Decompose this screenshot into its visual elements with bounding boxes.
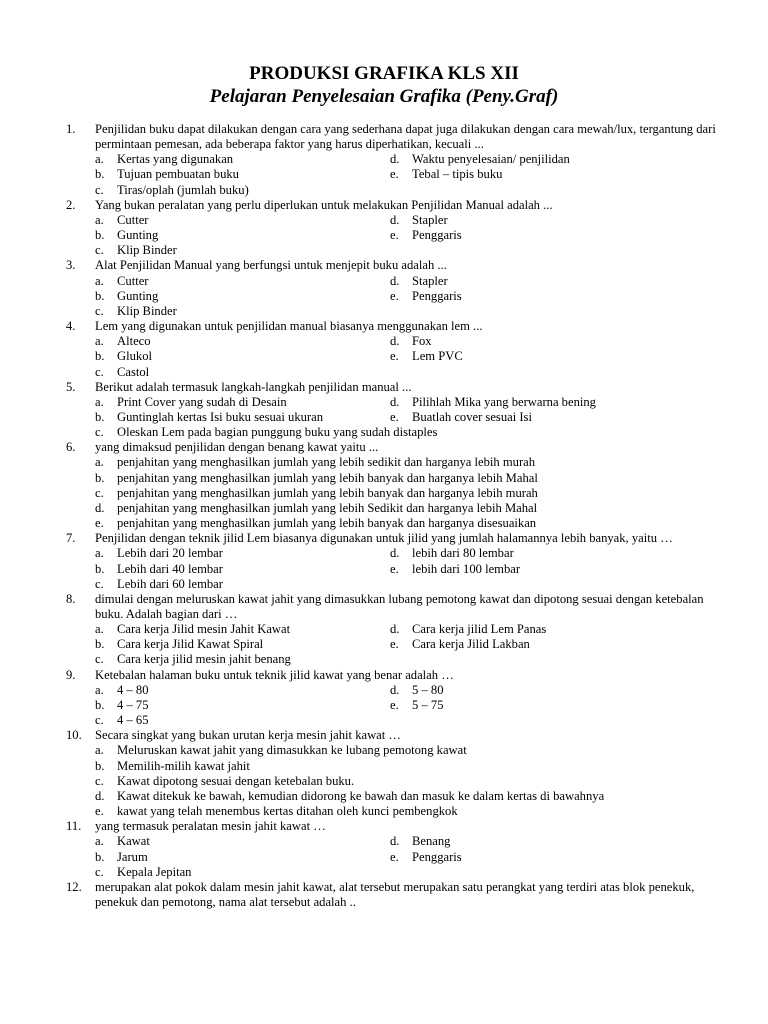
question-text: yang termasuk peralatan mesin jahit kawat … (95, 819, 326, 834)
answer-option (95, 698, 390, 713)
option-letter: c. (95, 303, 104, 318)
option-text: Cara kerja jilid Lem Panas (412, 622, 547, 637)
question-number: 7. (66, 531, 76, 546)
answer-option (95, 637, 390, 652)
option-text: 4 – 75 (117, 697, 149, 712)
option-letter: d. (390, 834, 400, 849)
option-text: Kawat ditekuk ke bawah, kemudian didorong ke bawah dan masuk ke dalam kertas di bawahnya (117, 788, 605, 803)
question-number: 9. (66, 667, 76, 682)
question-text: Secara singkat yang bukan urutan kerja mesin jahit kawat … (95, 728, 402, 743)
answer-option (95, 425, 695, 440)
option-letter: b. (95, 561, 105, 576)
option-letter: d. (95, 788, 105, 803)
option-letter: d. (390, 273, 400, 288)
option-text: Guntinglah kertas Isi buku sesuai ukuran (117, 409, 324, 424)
answer-option (95, 562, 390, 577)
option-text: Lebih dari 20 lembar (117, 546, 223, 561)
answer-option (390, 834, 458, 849)
answer-options (95, 622, 768, 667)
option-text: Kertas yang digunakan (117, 152, 234, 167)
option-letter: c. (95, 864, 104, 879)
answer-option (95, 546, 390, 561)
question-item (0, 819, 768, 880)
option-letter: d. (390, 212, 400, 227)
answer-option (95, 486, 695, 501)
answer-option (95, 183, 695, 198)
option-text: Jarum (117, 849, 148, 864)
option-letter: b. (95, 697, 105, 712)
option-text: Tebal – tipis buku (412, 167, 503, 182)
option-letter: e. (390, 849, 399, 864)
option-letter: c. (95, 364, 104, 379)
option-letter: c. (95, 713, 104, 728)
option-text: Klip Binder (117, 303, 177, 318)
option-text: Meluruskan kawat jahit yang dimasukkan ke lubang pemotong kawat (117, 743, 467, 758)
option-letter: b. (95, 849, 105, 864)
answer-option (95, 334, 390, 349)
question-item (0, 728, 768, 819)
answer-option (95, 683, 390, 698)
answer-option (390, 289, 470, 304)
option-letter: b. (95, 470, 105, 485)
question-number: 3. (66, 258, 76, 273)
answer-option (95, 243, 695, 258)
option-letter: e. (390, 637, 399, 652)
question-number: 2. (66, 197, 76, 212)
option-letter: b. (95, 167, 105, 182)
option-text: Kawat dipotong sesuai dengan ketebalan buku. (117, 773, 355, 788)
option-text: Penggaris (412, 228, 462, 243)
answer-option (95, 395, 390, 410)
option-letter: d. (390, 682, 400, 697)
option-text: lebih dari 100 lembar (412, 561, 521, 576)
option-text: Stapler (412, 273, 448, 288)
option-text: Benang (412, 834, 451, 849)
answer-option (390, 213, 456, 228)
answer-option (390, 683, 451, 698)
question-item (0, 122, 768, 198)
question-item (0, 319, 768, 380)
option-text: Glukol (117, 349, 152, 364)
option-letter: e. (390, 697, 399, 712)
question-item (0, 668, 768, 729)
answer-option (390, 274, 456, 289)
question-text: Penjilidan buku dapat dilakukan dengan cara yang sederhana dapat juga dilakukan dengan cara mewah/lux, tergantung dari permintaan pemesan, ada beberapa faktor yang harus diperhatikan, kecuali ... (95, 122, 716, 152)
option-text: penjahitan yang menghasilkan jumlah yang lebih banyak dan harganya lebih Mahal (117, 470, 538, 485)
option-letter: e. (390, 228, 399, 243)
answer-option (390, 395, 604, 410)
question-text: Alat Penjilidan Manual yang berfungsi untuk menjepit buku adalah ... (95, 258, 447, 273)
answer-option (95, 471, 695, 486)
option-text: Cara kerja Jilid Lakban (412, 637, 530, 652)
option-letter: d. (390, 152, 400, 167)
option-text: Gunting (117, 288, 159, 303)
option-letter: c. (95, 652, 104, 667)
option-text: Cara kerja jilid mesin jahit benang (117, 652, 291, 667)
answer-option (95, 743, 695, 758)
question-text: merupakan alat pokok dalam mesin jahit kawat, alat tersebut merupakan satu perangkat yang terdiri atas blok penekuk, penekuk dan pemotong, nama alat tersebut adalah .. (95, 879, 695, 909)
option-letter: b. (95, 228, 105, 243)
option-letter: a. (95, 152, 104, 167)
option-letter: b. (95, 758, 105, 773)
question-text: Lem yang digunakan untuk penjilidan manual biasanya menggunakan lem ... (95, 319, 483, 334)
answer-option (95, 349, 390, 364)
option-letter: c. (95, 485, 104, 500)
option-text: Castol (117, 364, 150, 379)
option-text: Memilih-milih kawat jahit (117, 758, 250, 773)
answer-option (95, 228, 390, 243)
answer-option (390, 850, 470, 865)
option-text: Print Cover yang sudah di Desain (117, 394, 287, 409)
option-text: Cutter (117, 273, 149, 288)
option-letter: b. (95, 288, 105, 303)
option-text: Kepala Jepitan (117, 864, 192, 879)
option-letter: a. (95, 273, 104, 288)
option-text: Stapler (412, 212, 448, 227)
option-text: 5 – 75 (412, 697, 444, 712)
option-letter: d. (390, 622, 400, 637)
answer-options (95, 743, 768, 819)
answer-option (95, 213, 390, 228)
option-text: Pilihlah Mika yang berwarna bening (412, 394, 596, 409)
option-letter: b. (95, 637, 105, 652)
option-text: penjahitan yang menghasilkan jumlah yang lebih Sedikit dan harganya lebih Mahal (117, 500, 538, 515)
answer-option (95, 274, 390, 289)
option-text: 4 – 65 (117, 713, 149, 728)
answer-option (390, 562, 528, 577)
question-number: 5. (66, 379, 76, 394)
answer-option (390, 228, 470, 243)
question-number: 8. (66, 591, 76, 606)
answer-options (95, 546, 768, 591)
option-text: Gunting (117, 228, 159, 243)
option-letter: a. (95, 834, 104, 849)
answer-options (95, 683, 768, 728)
option-text: penjahitan yang menghasilkan jumlah yang lebih banyak dan harganya disesuaikan (117, 516, 537, 531)
answer-options (95, 834, 768, 879)
answer-option (95, 501, 695, 516)
option-letter: d. (390, 334, 400, 349)
answer-option (95, 804, 695, 819)
question-text: Berikut adalah termasuk langkah-langkah penjilidan manual ... (95, 379, 412, 394)
question-text: dimulai dengan meluruskan kawat jahit yang dimasukkan lubang pemotong kawat dan dipotong sesuai dengan ketebalan buku. Adalah bagian dari … (95, 591, 704, 621)
answer-options (95, 274, 768, 319)
answer-option (95, 365, 695, 380)
option-text: Buatlah cover sesuai Isi (412, 409, 532, 424)
option-letter: a. (95, 394, 104, 409)
option-text: Waktu penyelesaian/ penjilidan (412, 152, 570, 167)
option-letter: a. (95, 546, 104, 561)
answer-option (390, 637, 538, 652)
option-letter: c. (95, 425, 104, 440)
question-number: 6. (66, 440, 76, 455)
option-text: Kawat (117, 834, 150, 849)
question-list (0, 122, 768, 910)
answer-option (390, 167, 510, 182)
option-text: Fox (412, 334, 432, 349)
option-text: kawat yang telah menembus kertas ditahan oleh kunci pembengkok (117, 804, 458, 819)
answer-option (390, 698, 451, 713)
answer-option (390, 349, 471, 364)
question-number: 12. (66, 879, 82, 894)
answer-option (95, 759, 695, 774)
answer-option (95, 289, 390, 304)
option-text: Tiras/oplah (jumlah buku) (117, 182, 249, 197)
option-text: Cara kerja Jilid Kawat Spiral (117, 637, 264, 652)
question-number: 1. (66, 122, 76, 136)
option-letter: c. (95, 243, 104, 258)
answer-option (95, 652, 695, 667)
answer-options (95, 334, 768, 379)
answer-options (95, 213, 768, 258)
answer-option (95, 577, 695, 592)
option-text: penjahitan yang menghasilkan jumlah yang lebih sedikit dan harganya lebih murah (117, 455, 536, 470)
option-text: Klip Binder (117, 243, 177, 258)
option-letter: e. (390, 167, 399, 182)
answer-option (390, 152, 578, 167)
answer-option (390, 622, 554, 637)
option-text: 5 – 80 (412, 682, 444, 697)
option-letter: a. (95, 334, 104, 349)
question-number: 4. (66, 319, 76, 334)
answer-options (95, 152, 768, 197)
option-letter: c. (95, 182, 104, 197)
answer-option (390, 546, 522, 561)
answer-options (95, 395, 768, 440)
option-text: Oleskan Lem pada bagian punggung buku yang sudah distaples (117, 425, 438, 440)
option-letter: a. (95, 212, 104, 227)
question-item (0, 258, 768, 319)
option-text: Lebih dari 60 lembar (117, 576, 223, 591)
option-text: penjahitan yang menghasilkan jumlah yang lebih banyak dan harganya lebih murah (117, 485, 538, 500)
answer-option (95, 774, 695, 789)
option-letter: a. (95, 622, 104, 637)
option-letter: e. (390, 409, 399, 424)
answer-option (95, 789, 695, 804)
question-item (0, 592, 768, 668)
answer-option (390, 410, 540, 425)
option-letter: e. (95, 516, 104, 531)
option-letter: b. (95, 349, 105, 364)
question-item (0, 198, 768, 259)
option-letter: d. (390, 394, 400, 409)
answer-option (95, 167, 390, 182)
option-text: Cara kerja Jilid mesin Jahit Kawat (117, 622, 291, 637)
option-text: Cutter (117, 212, 149, 227)
question-item (0, 880, 768, 910)
question-item (0, 440, 768, 531)
option-letter: a. (95, 455, 104, 470)
answer-option (390, 334, 440, 349)
answer-option (95, 455, 695, 470)
answer-option (95, 410, 390, 425)
question-text: Yang bukan peralatan yang perlu diperlukan untuk melakukan Penjilidan Manual adalah ... (95, 197, 553, 212)
answer-options (95, 455, 768, 531)
option-letter: c. (95, 773, 104, 788)
option-text: Penggaris (412, 288, 462, 303)
option-text: Tujuan pembuatan buku (117, 167, 239, 182)
answer-option (95, 622, 390, 637)
answer-option (95, 152, 390, 167)
option-letter: e. (390, 349, 399, 364)
option-text: Lem PVC (412, 349, 463, 364)
document-subtitle: Pelajaran Penyelesaian Grafika (Peny.Graf) (209, 86, 559, 107)
answer-option (95, 850, 390, 865)
option-letter: e. (390, 288, 399, 303)
answer-option (95, 834, 390, 849)
option-letter: a. (95, 682, 104, 697)
option-text: Alteco (117, 334, 151, 349)
question-text: Penjilidan dengan teknik jilid Lem biasanya digunakan untuk jilid yang jumlah halamannya lebih banyak, yaitu … (95, 531, 673, 546)
question-number: 10. (66, 728, 82, 743)
option-letter: c. (95, 576, 104, 591)
document-title: PRODUKSI GRAFIKA KLS XII (249, 63, 519, 84)
answer-option (95, 713, 695, 728)
option-text: Lebih dari 40 lembar (117, 561, 223, 576)
answer-option (95, 304, 695, 319)
option-letter: e. (390, 561, 399, 576)
option-letter: e. (95, 804, 104, 819)
question-item (0, 380, 768, 441)
answer-option (95, 516, 695, 531)
option-letter: d. (95, 500, 105, 515)
option-letter: a. (95, 743, 104, 758)
option-text: Penggaris (412, 849, 462, 864)
answer-option (95, 865, 695, 880)
option-text: 4 – 80 (117, 682, 149, 697)
question-text: yang dimaksud penjilidan dengan benang kawat yaitu ... (95, 440, 379, 455)
option-letter: d. (390, 546, 400, 561)
question-item (0, 531, 768, 592)
option-text: lebih dari 80 lembar (412, 546, 514, 561)
question-number: 11. (66, 819, 82, 834)
question-text: Ketebalan halaman buku untuk teknik jilid kawat yang benar adalah … (95, 667, 454, 682)
option-letter: b. (95, 409, 105, 424)
